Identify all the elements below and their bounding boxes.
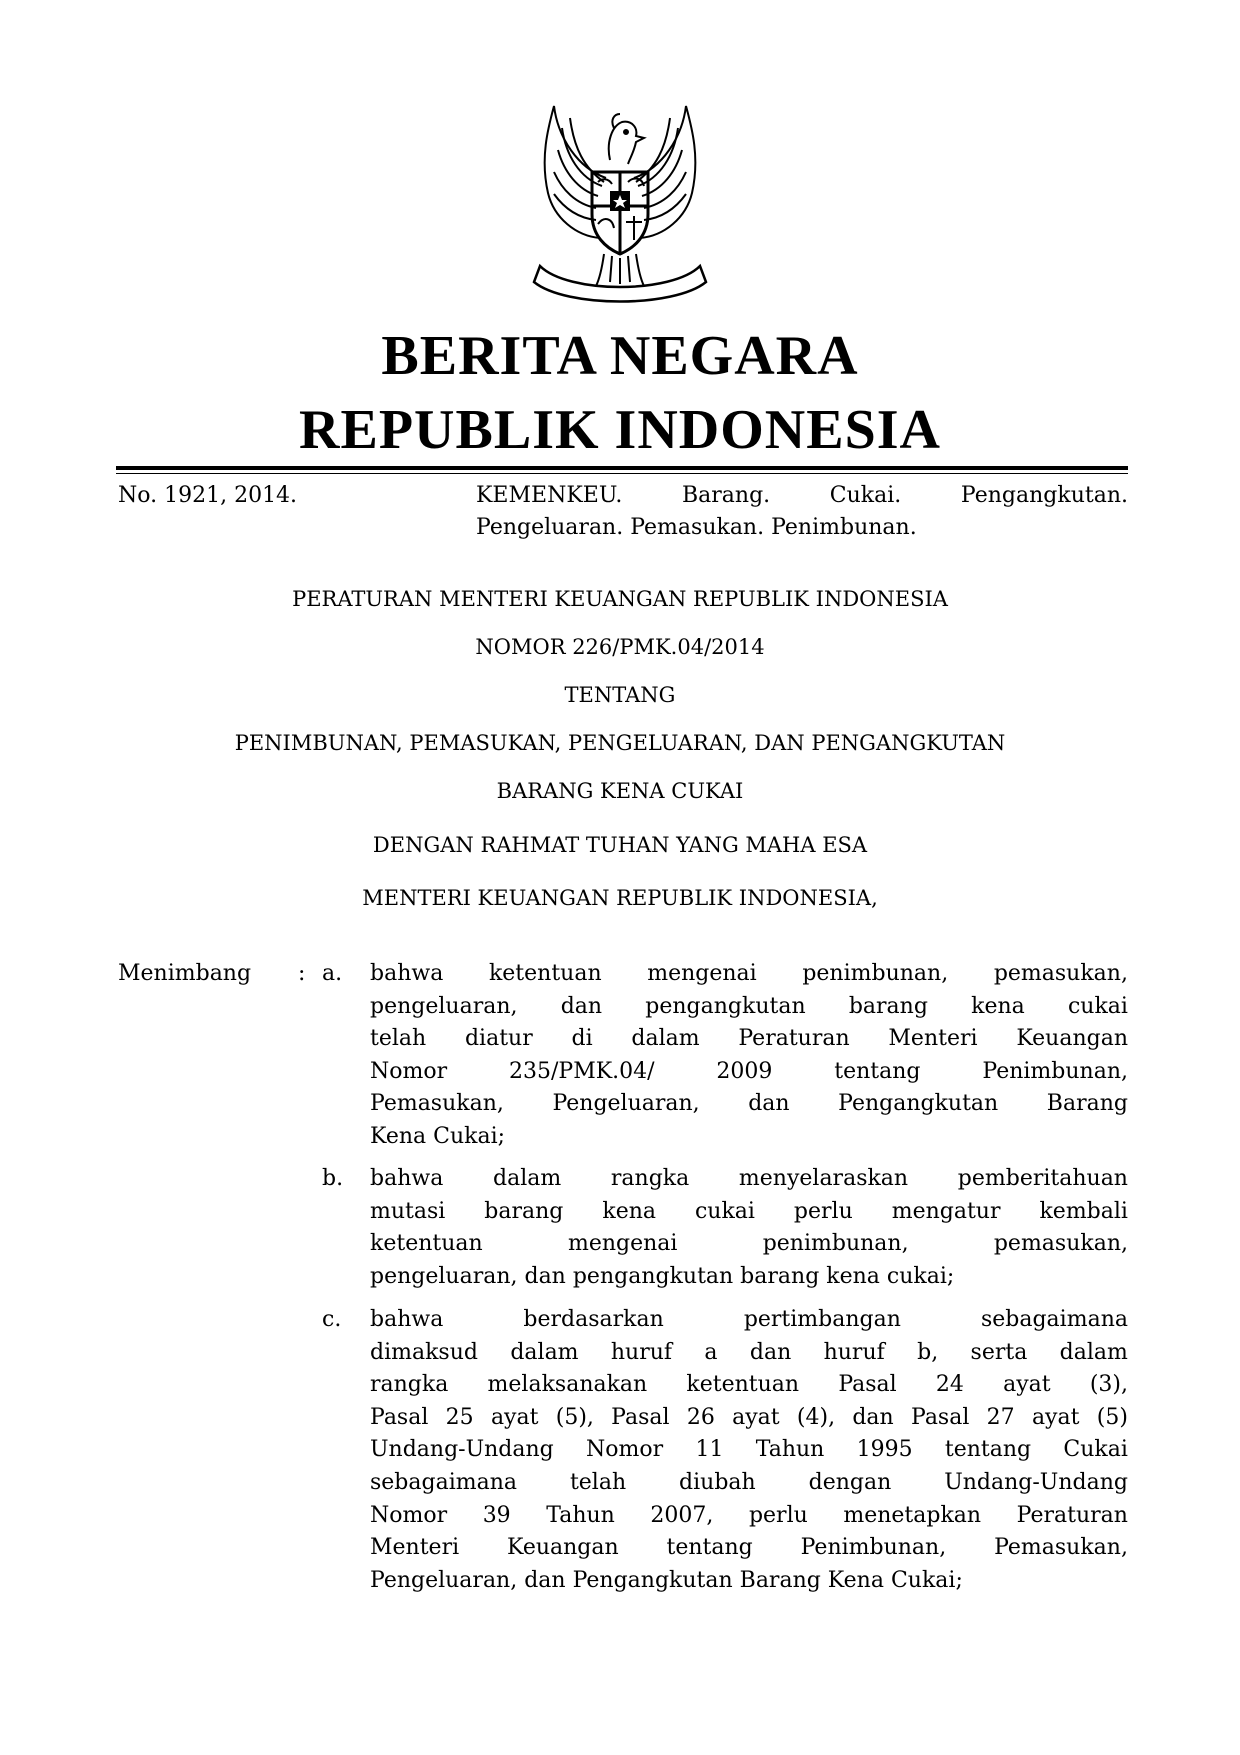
word: 2007, bbox=[650, 1502, 714, 1528]
word: Nomor bbox=[370, 1502, 448, 1528]
item-line bbox=[370, 991, 1128, 1024]
word: Pemasukan, bbox=[370, 1091, 504, 1117]
word: rangka bbox=[370, 1372, 449, 1398]
word: Penimbunan, bbox=[982, 1058, 1128, 1084]
word: dan bbox=[560, 993, 603, 1019]
word: a bbox=[704, 1339, 718, 1365]
masthead-divider bbox=[116, 466, 1128, 470]
word: Nomor bbox=[586, 1437, 664, 1463]
word: 26 bbox=[686, 1404, 715, 1430]
word: Peraturan bbox=[738, 1026, 850, 1052]
word: 11 bbox=[695, 1437, 724, 1463]
regulation-about: TENTANG bbox=[564, 683, 676, 707]
word: ayat bbox=[732, 1404, 780, 1430]
word: telah bbox=[569, 1469, 627, 1495]
topic-word: Pengangkutan. bbox=[960, 483, 1128, 508]
word: perlu bbox=[748, 1502, 808, 1528]
word: 27 bbox=[986, 1404, 1015, 1430]
word: diatur bbox=[464, 1026, 533, 1052]
regulation-invocation: DENGAN RAHMAT TUHAN YANG MAHA ESA bbox=[372, 833, 868, 857]
word: menyelaraskan bbox=[738, 1166, 909, 1191]
word: bahwa bbox=[370, 961, 444, 986]
word: 39 bbox=[482, 1502, 511, 1528]
regulation-issuer: MENTERI KEUANGAN REPUBLIK INDONESIA, bbox=[362, 886, 878, 910]
item-letter-c: c. bbox=[322, 1307, 342, 1332]
word: dimaksud bbox=[370, 1339, 478, 1365]
word: (5), bbox=[555, 1404, 594, 1430]
word: tentang bbox=[666, 1535, 753, 1561]
word: berdasarkan bbox=[523, 1307, 664, 1332]
word: rangka bbox=[610, 1166, 690, 1191]
word: ayat bbox=[1003, 1372, 1051, 1398]
word: 24 bbox=[935, 1372, 964, 1398]
word: dalam bbox=[493, 1166, 562, 1191]
word: cukai bbox=[694, 1198, 755, 1224]
word: Penimbunan, bbox=[800, 1535, 947, 1561]
consideration-item-b bbox=[370, 1163, 1128, 1293]
word: 1995 bbox=[856, 1437, 913, 1463]
regulation-title: PERATURAN MENTERI KEUANGAN REPUBLIK INDONESIA bbox=[292, 587, 948, 611]
word: Keuangan bbox=[1016, 1026, 1128, 1052]
topic-word: KEMENKEU. bbox=[476, 483, 623, 508]
item-letter-a: a. bbox=[322, 961, 343, 986]
word: Peraturan bbox=[1016, 1502, 1128, 1528]
word: kembali bbox=[1039, 1198, 1128, 1224]
word: b, bbox=[917, 1339, 939, 1365]
word: mengenai bbox=[647, 961, 757, 986]
word: Menteri bbox=[888, 1026, 978, 1052]
item-line: pengeluaran, dan pengangkutan barang kena cukai; bbox=[370, 1263, 955, 1289]
item-line bbox=[370, 1304, 1128, 1337]
topic-word: Barang. bbox=[681, 483, 771, 508]
word: dengan bbox=[808, 1469, 892, 1495]
topic-word: Cukai. bbox=[829, 483, 902, 508]
word: (3), bbox=[1089, 1372, 1128, 1398]
item-line bbox=[370, 1434, 1128, 1467]
word: sebagaimana bbox=[370, 1469, 518, 1495]
item-line bbox=[370, 1402, 1128, 1435]
considerations-colon: : bbox=[298, 961, 306, 986]
word: Pemasukan, bbox=[994, 1535, 1128, 1561]
word: bahwa bbox=[370, 1166, 444, 1191]
item-line bbox=[370, 1196, 1128, 1229]
word: Pasal bbox=[370, 1404, 429, 1430]
word: Pengeluaran, bbox=[552, 1091, 700, 1117]
word: Nomor bbox=[370, 1058, 448, 1084]
item-line: Pengeluaran, dan Pengangkutan Barang Kena Cukai; bbox=[370, 1567, 963, 1593]
word: huruf bbox=[823, 1339, 885, 1365]
item-line bbox=[370, 1500, 1128, 1533]
word: pemberitahuan bbox=[957, 1166, 1128, 1191]
word: tentang bbox=[834, 1058, 921, 1084]
word: dan bbox=[852, 1404, 894, 1430]
item-line bbox=[370, 1337, 1128, 1370]
item-line bbox=[370, 1023, 1128, 1056]
word: dalam bbox=[631, 1026, 700, 1052]
word: diubah bbox=[679, 1469, 756, 1495]
word: pemasukan, bbox=[993, 961, 1128, 986]
word: ketentuan bbox=[370, 1231, 483, 1257]
word: Tahun bbox=[546, 1502, 615, 1528]
word: Cukai bbox=[1063, 1437, 1128, 1463]
item-line bbox=[370, 1467, 1128, 1500]
regulation-subject-line2: BARANG KENA CUKAI bbox=[496, 779, 744, 803]
consideration-item-a bbox=[370, 958, 1128, 1154]
word: Pengangkutan bbox=[838, 1091, 999, 1117]
word: sebagaimana bbox=[980, 1307, 1128, 1332]
word: bahwa bbox=[370, 1307, 444, 1332]
issue-topic-line1 bbox=[476, 480, 1128, 512]
word: pengangkutan bbox=[645, 993, 806, 1019]
issue-topic-line2: Pengeluaran. Pemasukan. Penimbunan. bbox=[476, 515, 917, 540]
word: Keuangan bbox=[506, 1535, 619, 1561]
issue-number: No. 1921, 2014. bbox=[118, 483, 298, 508]
garuda-emblem-icon bbox=[518, 98, 722, 308]
word: (4), bbox=[796, 1404, 836, 1430]
item-line bbox=[370, 1056, 1128, 1089]
word: Pasal bbox=[611, 1404, 670, 1430]
word: barang bbox=[848, 993, 928, 1019]
word: telah bbox=[370, 1026, 427, 1052]
word: menetapkan bbox=[843, 1502, 982, 1528]
word: kena bbox=[971, 993, 1025, 1019]
word: cukai bbox=[1067, 993, 1128, 1019]
word: dalam bbox=[1059, 1339, 1128, 1365]
word: ayat bbox=[490, 1404, 539, 1430]
word: dalam bbox=[510, 1339, 579, 1365]
word: Tahun bbox=[755, 1437, 825, 1463]
word: dan bbox=[749, 1339, 792, 1365]
considerations-label: Menimbang bbox=[118, 961, 252, 986]
item-line: Kena Cukai; bbox=[370, 1123, 506, 1149]
word: ketentuan bbox=[686, 1372, 800, 1398]
word: mengenai bbox=[567, 1231, 678, 1257]
word: 2009 bbox=[716, 1058, 773, 1084]
word: kena bbox=[602, 1198, 656, 1224]
word: dan bbox=[748, 1091, 790, 1117]
word: tentang bbox=[944, 1437, 1032, 1463]
word: mengatur bbox=[891, 1198, 1001, 1224]
item-line bbox=[370, 1088, 1128, 1121]
word: perlu bbox=[793, 1198, 853, 1224]
word: barang bbox=[484, 1198, 564, 1224]
word: melaksanakan bbox=[487, 1372, 648, 1398]
issue-topic bbox=[476, 480, 1128, 544]
regulation-number: NOMOR 226/PMK.04/2014 bbox=[475, 635, 765, 659]
word: (5) bbox=[1096, 1404, 1128, 1430]
item-line bbox=[370, 958, 1128, 991]
word: ayat bbox=[1031, 1404, 1080, 1430]
word: di bbox=[571, 1026, 593, 1052]
item-line bbox=[370, 1228, 1128, 1261]
word: Menteri bbox=[370, 1535, 460, 1561]
word: 25 bbox=[445, 1404, 474, 1430]
word: Pasal bbox=[838, 1372, 897, 1398]
word: serta bbox=[970, 1339, 1028, 1365]
word: penimbunan, bbox=[802, 961, 949, 986]
word: ketentuan bbox=[488, 961, 602, 986]
word: pemasukan, bbox=[993, 1231, 1128, 1257]
word: mutasi bbox=[370, 1198, 446, 1224]
word: pengeluaran, bbox=[370, 993, 518, 1019]
item-line bbox=[370, 1163, 1128, 1196]
consideration-item-c bbox=[370, 1304, 1128, 1597]
item-line bbox=[370, 1369, 1128, 1402]
masthead-title: BERITA NEGARA bbox=[381, 325, 859, 387]
masthead-subtitle: REPUBLIK INDONESIA bbox=[299, 399, 941, 461]
item-line bbox=[370, 1532, 1128, 1565]
item-letter-b: b. bbox=[322, 1166, 344, 1191]
regulation-subject-line1: PENIMBUNAN, PEMASUKAN, PENGELUARAN, DAN PENGANGKUTAN bbox=[234, 731, 1006, 755]
word: pertimbangan bbox=[743, 1307, 901, 1332]
word: penimbunan, bbox=[762, 1231, 909, 1257]
word: Undang-Undang bbox=[944, 1469, 1128, 1495]
word: 235/PMK.04/ bbox=[508, 1058, 655, 1084]
word: Undang-Undang bbox=[370, 1437, 554, 1463]
word: Pasal bbox=[911, 1404, 970, 1430]
masthead-divider-thin bbox=[116, 473, 1128, 474]
word: huruf bbox=[610, 1339, 673, 1365]
word: Barang bbox=[1046, 1091, 1128, 1117]
